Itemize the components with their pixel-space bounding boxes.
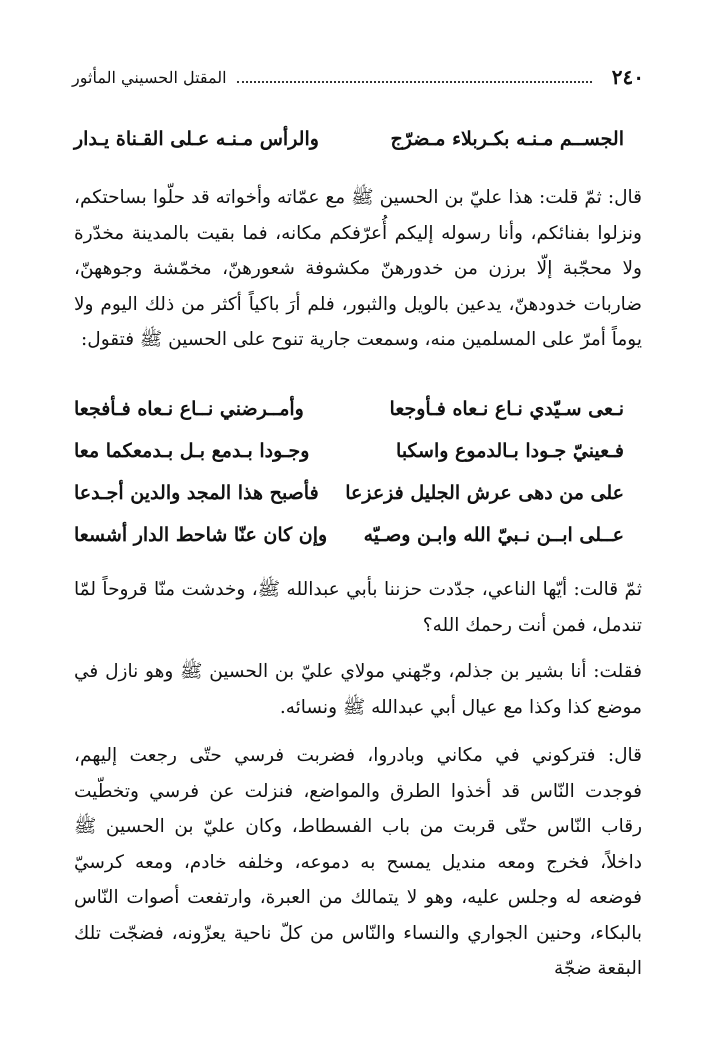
verse-left-hemistich: وإن كان عنّا شاحط الدار أشسعا (74, 524, 328, 546)
poem-verse-2 (74, 434, 624, 468)
verse-right-hemistich: نـعى سـيّدي نـاع نـعاه فـأوجعا (389, 398, 624, 420)
verse-left-hemistich: والرأس مـنـه عـلى القـناة يـدار (74, 128, 319, 150)
verse-right-hemistich: الجســم مـنـه بكـربلاء مـضرّج (390, 128, 624, 150)
verse-right-hemistich: على من دهى عرش الجليل فزعزعا (345, 482, 624, 504)
poem-verse-4 (74, 518, 624, 552)
running-book-title: المقتل الحسيني المأثور (72, 67, 227, 87)
page-header (72, 64, 644, 90)
verse-left-hemistich: وأمــرضني نــاع نـعاه فـأفجعا (74, 398, 304, 420)
header-dotted-leader (237, 71, 592, 83)
paragraph-4: قال: فتركوني في مكاني وبادروا، فضربت فرسي حتّى رجعت إليهم، فوجدت النّاس قد أخذوا الطرق والمواضع، فنزلت عن فرسي وتخطّيت رقاب النّاس حتّى قربت من باب الفسطاط، وكان عليّ بن الحسين ﷺ داخلاً، فخرج ومعه منديل يمسح به دموعه، وخلفه خادم، ومعه كرسيّ فوضعه له وجلس عليه، وهو لا يتمالك من العبرة، وارتفعت أصوات النّاس بالبكاء، وحنين الجواري والنساء والنّاس من كلّ ناحية يعزّونه، فضجّت تلك البقعة ضجّة (74, 745, 642, 979)
paragraph-3: فقلت: أنا بشير بن جذلم، وجّهني مولاي عليّ بن الحسين ﷺ وهو نازل في موضع كذا وكذا مع عيال أبي عبدالله ﷺ ونسائه. (74, 661, 642, 718)
paragraph-1: قال: ثمّ قلت: هذا عليّ بن الحسين ﷺ مع عمّاته وأخواته قد حلّوا بساحتكم، ونزلوا بفنائكم، وأنا رسوله إليكم أُعرّفكم مكانه، فما بقيت بالمدينة مخدّرة ولا محجّبة إلّا برزن من خدورهنّ مكشوفة شعورهنّ، مخمّشة وجوههنّ، ضاربات خدودهنّ، يدعين بالويل والثبور، فلم أرَ باكياً أكثر من ذلك اليوم ولا يوماً أمرّ على المسلمين منه، وسمعت جارية تنوح على الحسين ﷺ فتقول: (74, 187, 642, 350)
opening-verse (74, 122, 624, 156)
page-number: ٢٤٠ (611, 65, 644, 89)
verse-left-hemistich: فأصبح هذا المجد والدين أجـدعا (74, 482, 319, 504)
paragraph-2: ثمّ قالت: أيّها الناعي، جدّدت حزننا بأبي عبدالله ﷺ، وخدشت منّا قروحاً لمّا تندمل، فمن أنت رحمك الله؟ (74, 579, 642, 636)
poem-verse-3 (74, 476, 624, 510)
verse-right-hemistich: عــلى ابــن نـبيّ الله وابـن وصـيّه (363, 524, 624, 546)
verse-right-hemistich: فـعينيّ جـودا بـالدموع واسكبا (396, 440, 624, 462)
verse-left-hemistich: وجـودا بـدمع بـل بـدمعكما معا (74, 440, 310, 462)
poem-verse-1 (74, 392, 624, 426)
